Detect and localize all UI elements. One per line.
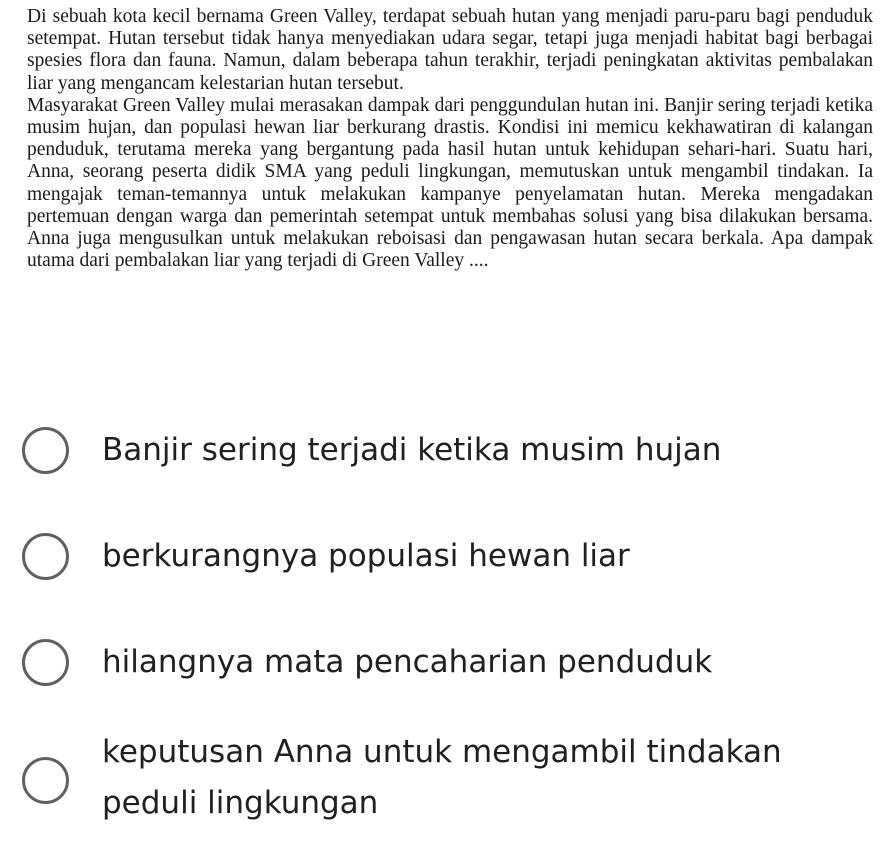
question-paragraph-1: Di sebuah kota kecil bernama Green Valley, terdapat sebuah hutan yang menjadi paru-paru bagi penduduk setempat. Hutan tersebut tidak hanya menyediakan udara segar, tetapi juga menjadi habitat bagi berbagai spesies flora dan fauna. Namun, dalam beberapa tahun terakhir, terjadi peningkatan aktivitas pembalakan liar yang mengancam kelestarian hutan tersebut. (27, 6, 873, 94)
option-c-label[interactable]: hilangnya mata pencaharian penduduk (102, 644, 713, 680)
option-a-label[interactable]: Banjir sering terjadi ketika musim hujan (102, 432, 722, 468)
option-d-label[interactable]: keputusan Anna untuk mengambil tindakan peduli lingkungan (102, 734, 782, 821)
option-b-label[interactable]: berkurangnya populasi hewan liar (102, 538, 630, 574)
question-paragraph-2: Masyarakat Green Valley mulai merasakan dampak dari penggundulan hutan ini. Banjir sering terjadi ketika musim hujan, dan populasi hewan liar berkurang drastis. Kondisi ini memicu kekhawatiran di kalangan penduduk, terutama mereka yang bergantung pada hasil hutan untuk kehidupan sehari-hari. Suatu hari, Anna, seorang peserta didik SMA yang peduli lingkungan, memutuskan untuk mengambil tindakan. Ia mengajak teman-temannya untuk melakukan kampanye penyelamatan hutan. Mereka mengadakan pertemuan dengan warga dan pemerintah setempat untuk membahas solusi yang bisa dilakukan bersama. Anna juga mengusulkan untuk melakukan reboisasi dan pengawasan hutan secara berkala. Apa dampak utama dari pembalakan liar yang terjadi di Green Valley .... (27, 94, 873, 272)
radio-button-b[interactable] (22, 533, 69, 580)
radio-button-c[interactable] (22, 639, 69, 686)
radio-button-a[interactable] (22, 427, 69, 474)
radio-button-d[interactable] (22, 757, 69, 804)
question-passage (27, 6, 873, 272)
